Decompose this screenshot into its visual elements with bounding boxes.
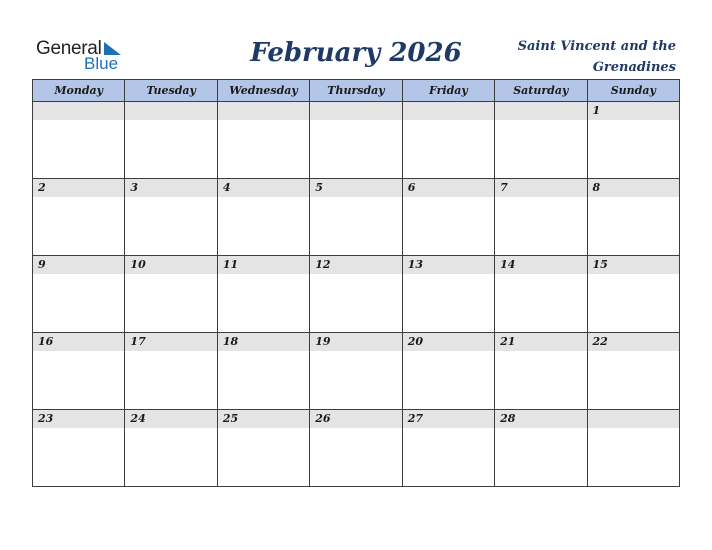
day-cell[interactable]: [217, 333, 309, 410]
logo-text-general: General: [36, 38, 102, 59]
day-cell[interactable]: [125, 333, 217, 410]
day-number: 25: [222, 412, 239, 425]
weekday-sunday: Sunday: [587, 80, 679, 102]
day-date-band: [588, 179, 679, 197]
day-cell[interactable]: [495, 256, 587, 333]
day-cell[interactable]: [495, 102, 587, 179]
generalblue-logo[interactable]: [36, 38, 136, 74]
day-cell[interactable]: [402, 256, 494, 333]
day-cell[interactable]: [125, 102, 217, 179]
day-number: 4: [222, 181, 231, 194]
day-number: 24: [130, 412, 146, 425]
day-date-band: [403, 256, 494, 274]
day-cell[interactable]: [587, 102, 679, 179]
day-date-band: [310, 410, 401, 428]
week-row: [33, 333, 680, 410]
weekday-tuesday: Tuesday: [125, 80, 217, 102]
day-number: 11: [222, 258, 239, 271]
day-date-band: [125, 333, 216, 351]
weekday-friday: Friday: [402, 80, 494, 102]
day-cell[interactable]: [587, 333, 679, 410]
day-cell[interactable]: [402, 333, 494, 410]
day-number: 22: [592, 335, 608, 348]
day-number: 18: [222, 335, 239, 348]
day-number: 26: [315, 412, 331, 425]
day-date-band: [310, 179, 401, 197]
day-date-band: [495, 410, 586, 428]
day-date-band: [403, 102, 494, 120]
day-date-band: [588, 102, 679, 120]
day-date-band: [33, 333, 124, 351]
day-date-band: [495, 179, 586, 197]
calendar-body: [33, 102, 680, 487]
day-cell[interactable]: [33, 102, 125, 179]
weekday-header-row: [33, 80, 680, 102]
day-cell[interactable]: [310, 179, 402, 256]
day-date-band: [495, 333, 586, 351]
day-cell[interactable]: [33, 256, 125, 333]
day-date-band: [588, 410, 679, 428]
day-number: 8: [592, 181, 601, 194]
day-cell[interactable]: [125, 256, 217, 333]
day-date-band: [403, 410, 494, 428]
day-number: 6: [407, 181, 416, 194]
day-cell[interactable]: [310, 410, 402, 487]
day-number: 17: [130, 335, 146, 348]
day-date-band: [310, 102, 401, 120]
day-date-band: [33, 256, 124, 274]
day-date-band: [495, 102, 586, 120]
day-date-band: [33, 179, 124, 197]
calendar-title: February 2026: [250, 38, 462, 68]
country-line-2: Grenadines: [592, 60, 676, 75]
day-cell[interactable]: [310, 256, 402, 333]
day-cell[interactable]: [217, 256, 309, 333]
weekday-monday: Monday: [33, 80, 125, 102]
day-cell[interactable]: [402, 179, 494, 256]
day-cell[interactable]: [125, 410, 217, 487]
day-cell[interactable]: [310, 102, 402, 179]
day-cell[interactable]: [495, 410, 587, 487]
day-cell[interactable]: [33, 333, 125, 410]
country-name: [506, 36, 676, 78]
day-number: 15: [592, 258, 608, 271]
weekday-thursday: Thursday: [310, 80, 402, 102]
day-cell[interactable]: [125, 179, 217, 256]
day-number: 13: [407, 258, 423, 271]
day-date-band: [218, 102, 309, 120]
day-cell[interactable]: [587, 410, 679, 487]
day-number: 10: [130, 258, 146, 271]
day-date-band: [403, 333, 494, 351]
day-date-band: [588, 256, 679, 274]
day-date-band: [125, 410, 216, 428]
day-number: 21: [500, 335, 516, 348]
weekday-saturday: Saturday: [495, 80, 587, 102]
day-date-band: [310, 333, 401, 351]
day-cell[interactable]: [495, 179, 587, 256]
day-number: 16: [38, 335, 54, 348]
day-number: 3: [130, 181, 139, 194]
day-cell[interactable]: [587, 256, 679, 333]
day-date-band: [403, 179, 494, 197]
day-date-band: [495, 256, 586, 274]
day-date-band: [218, 333, 309, 351]
logo-text-blue: Blue: [84, 54, 119, 73]
day-date-band: [310, 256, 401, 274]
day-number: 23: [38, 412, 54, 425]
country-line-1: Saint Vincent and the: [517, 39, 676, 54]
week-row: [33, 102, 680, 179]
day-date-band: [125, 256, 216, 274]
day-cell[interactable]: [310, 333, 402, 410]
day-number: 2: [38, 181, 46, 194]
day-number: 9: [38, 258, 46, 271]
day-date-band: [125, 102, 216, 120]
day-date-band: [33, 410, 124, 428]
week-row: [33, 256, 680, 333]
day-number: 28: [500, 412, 516, 425]
week-row: [33, 410, 680, 487]
day-date-band: [218, 410, 309, 428]
calendar-grid: [32, 79, 680, 487]
day-cell[interactable]: [217, 410, 309, 487]
day-cell[interactable]: [402, 410, 494, 487]
day-number: 1: [592, 104, 601, 117]
day-cell[interactable]: [33, 179, 125, 256]
day-cell[interactable]: [217, 102, 309, 179]
weekday-wednesday: Wednesday: [217, 80, 309, 102]
day-number: 5: [315, 181, 323, 194]
day-cell[interactable]: [587, 179, 679, 256]
day-date-band: [218, 179, 309, 197]
day-number: 12: [315, 258, 331, 271]
day-number: 27: [407, 412, 423, 425]
day-number: 19: [315, 335, 331, 348]
day-cell[interactable]: [33, 410, 125, 487]
day-number: 7: [500, 181, 508, 194]
day-date-band: [33, 102, 124, 120]
day-number: 20: [407, 335, 423, 348]
day-number: 14: [500, 258, 516, 271]
day-cell[interactable]: [495, 333, 587, 410]
day-date-band: [588, 333, 679, 351]
day-cell[interactable]: [217, 179, 309, 256]
day-date-band: [218, 256, 309, 274]
day-date-band: [125, 179, 216, 197]
week-row: [33, 179, 680, 256]
day-cell[interactable]: [402, 102, 494, 179]
